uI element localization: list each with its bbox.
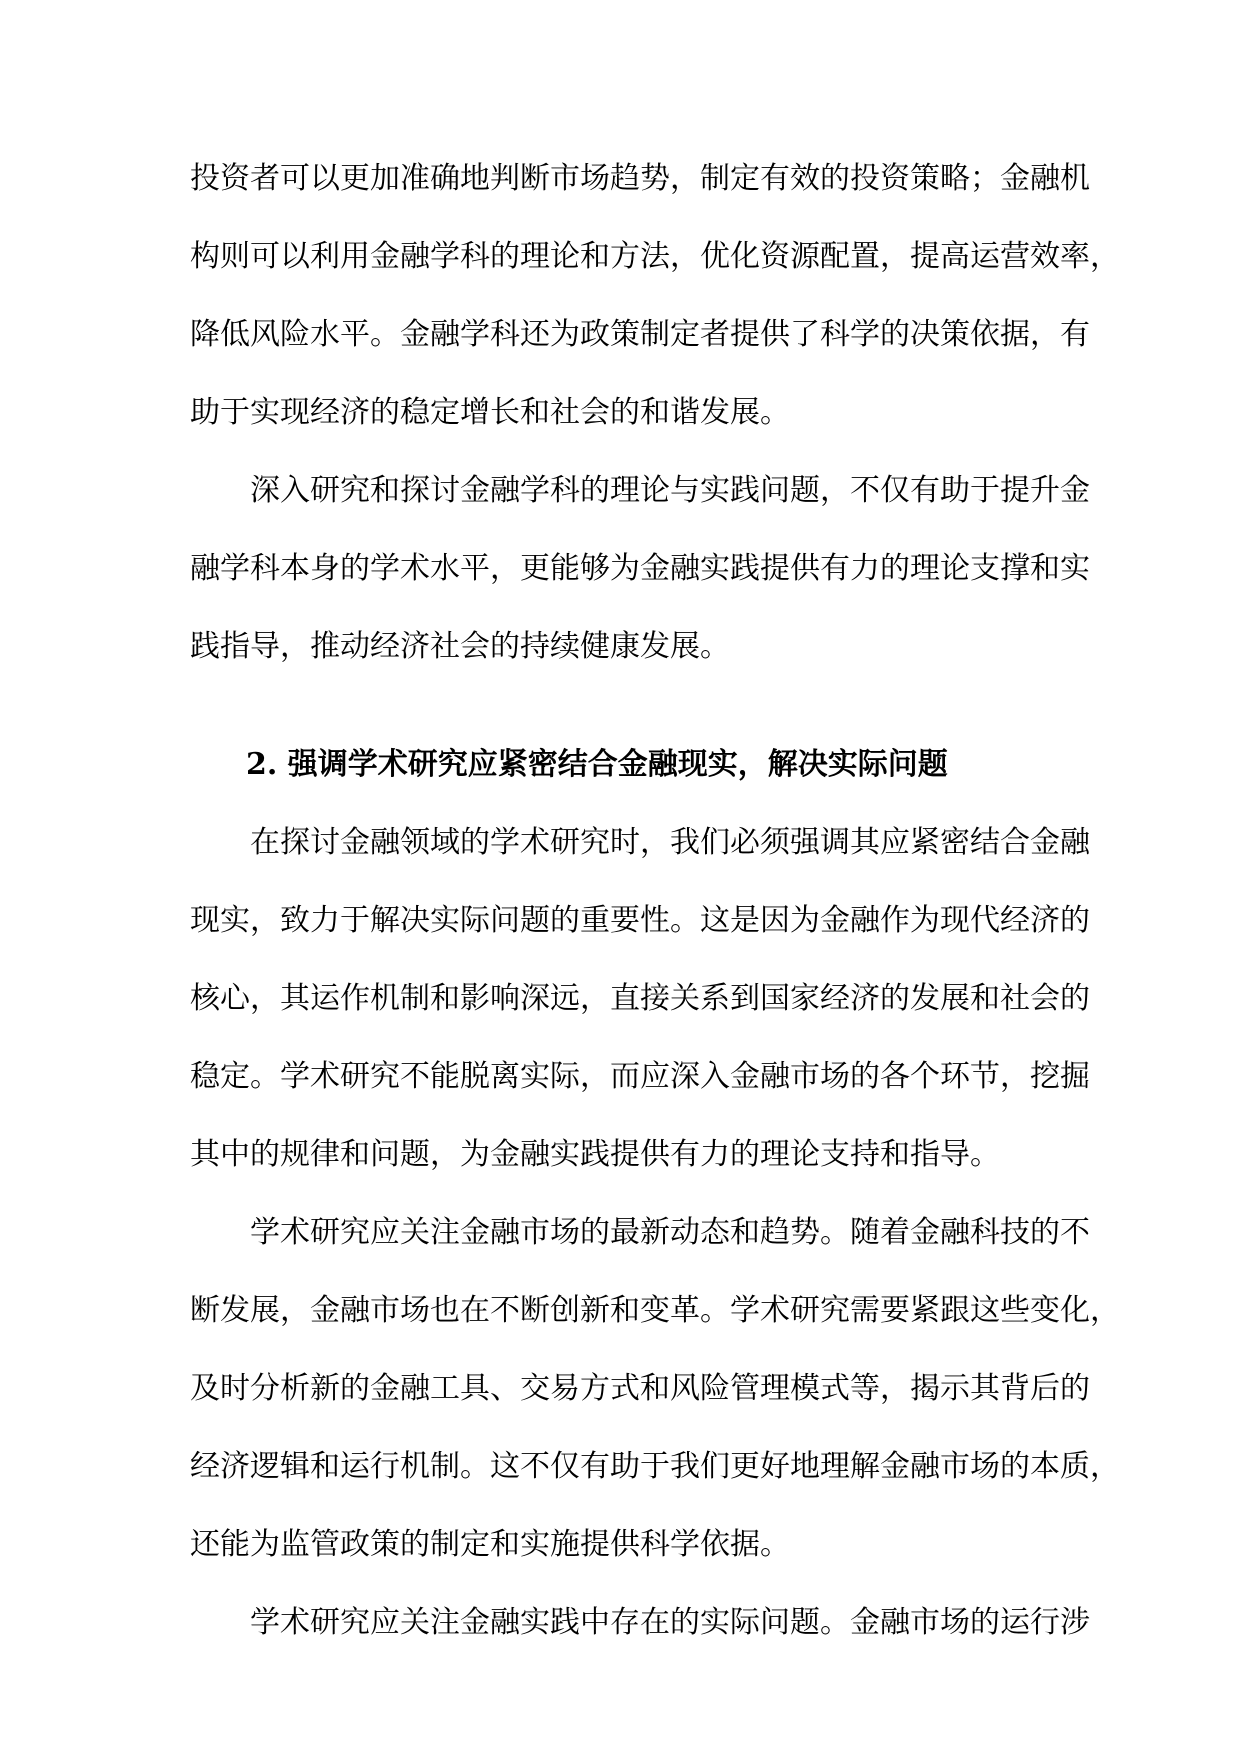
paragraph-line: 核心，其运作机制和影响深远，直接关系到国家经济的发展和社会的 <box>190 981 1090 1016</box>
paragraph-line: 学术研究应关注金融市场的最新动态和趋势。随着金融科技的不 <box>250 1215 1090 1250</box>
paragraph-line: 学术研究应关注金融实践中存在的实际问题。金融市场的运行涉 <box>250 1605 1090 1640</box>
paragraph-line: 现实，致力于解决实际问题的重要性。这是因为金融作为现代经济的 <box>190 903 1090 938</box>
paragraph-line: 融学科本身的学术水平，更能够为金融实践提供有力的理论支撑和实 <box>190 551 1090 586</box>
paragraph-line: 及时分析新的金融工具、交易方式和风险管理模式等，揭示其背后的 <box>190 1371 1090 1406</box>
paragraph-line: 构则可以利用金融学科的理论和方法，优化资源配置，提高运营效率， <box>190 239 1120 274</box>
paragraph-line: 稳定。学术研究不能脱离实际，而应深入金融市场的各个环节，挖掘 <box>190 1059 1090 1094</box>
paragraph-line: 其中的规律和问题，为金融实践提供有力的理论支持和指导。 <box>190 1137 1000 1172</box>
document-body <box>190 140 1120 1662</box>
paragraph-line: 经济逻辑和运行机制。这不仅有助于我们更好地理解金融市场的本质， <box>190 1449 1120 1484</box>
paragraph-line: 降低风险水平。金融学科还为政策制定者提供了科学的决策依据，有 <box>190 317 1090 352</box>
paragraph-line: 助于实现经济的稳定增长和社会的和谐发展。 <box>190 395 790 430</box>
section-gap <box>190 686 1050 726</box>
paragraph-line: 投资者可以更加准确地判断市场趋势，制定有效的投资策略；金融机 <box>190 161 1090 196</box>
paragraph-line: 还能为监管政策的制定和实施提供科学依据。 <box>190 1527 790 1562</box>
paragraph-line: 深入研究和探讨金融学科的理论与实践问题，不仅有助于提升金 <box>250 473 1090 508</box>
paragraph-line: 断发展，金融市场也在不断创新和变革。学术研究需要紧跟这些变化， <box>190 1293 1120 1328</box>
paragraph-line: 在探讨金融领域的学术研究时，我们必须强调其应紧密结合金融 <box>250 825 1090 860</box>
section-heading: 2. 强调学术研究应紧密结合金融现实，解决实际问题 <box>246 747 948 782</box>
paragraph-line: 践指导，推动经济社会的持续健康发展。 <box>190 629 730 664</box>
